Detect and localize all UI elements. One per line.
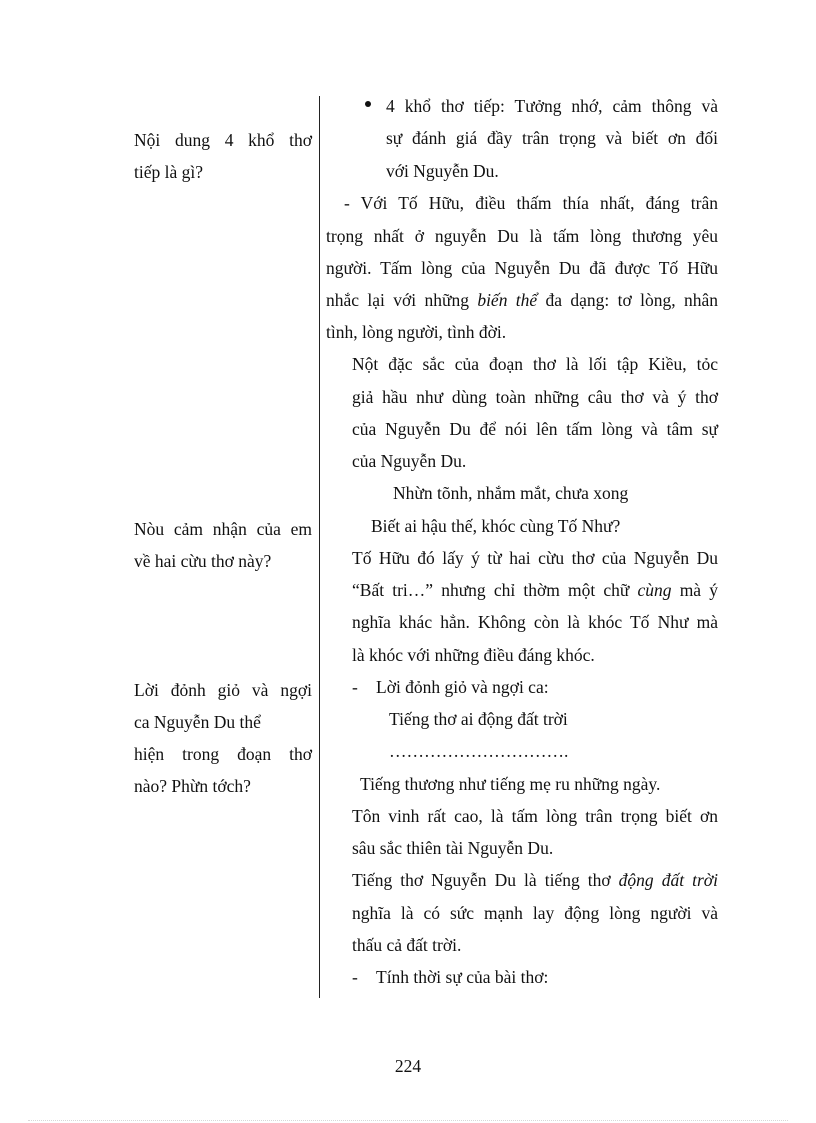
page-number: 224 <box>394 1056 422 1076</box>
answer-line: tình, lòng người, tình đời. <box>326 322 507 342</box>
question-line: Nội dung 4 khổ thơ <box>134 130 312 150</box>
column-divider <box>319 96 320 998</box>
answer-line: Tôn vinh rất cao, là tấm lòng trân trọng biết ơn <box>352 806 718 826</box>
answer-line: Tố Hữu đó lấy ý từ hai cừu thơ của Nguyễn Du <box>352 548 718 568</box>
question-line: ca Nguyễn Du thể <box>134 712 261 732</box>
list-dash: - <box>352 967 358 987</box>
answer-line: của Nguyễn Du. <box>352 451 467 471</box>
answer-line: của Nguyễn Du để nói lên tấm lòng và tâm sự <box>352 419 718 439</box>
question-line: Lời đỏnh giỏ và ngợi <box>134 680 312 700</box>
answer-line: trọng nhất ở nguyễn Du là tấm lòng thương yêu <box>326 226 718 246</box>
question-line: về hai cừu thơ này? <box>134 551 272 571</box>
answer-line: Nột đặc sắc của đoạn thơ là lối tập Kiều, tỏc <box>352 354 718 374</box>
verse-ellipsis: …………………………. <box>389 741 569 761</box>
answer-heading: Lời đỏnh giỏ và ngợi ca: <box>376 677 549 697</box>
answer-line: nghĩa khác hẳn. Không còn là khóc Tố Như mà <box>352 612 718 632</box>
verse-line: Nhừn tõnh, nhắm mắt, chưa xong <box>393 483 629 503</box>
answer-line: 4 khổ thơ tiếp: Tưởng nhớ, cảm thông và <box>386 96 718 116</box>
bullet-icon <box>365 101 371 107</box>
answer-heading: Tính thời sự của bài thơ: <box>376 967 549 987</box>
answer-line: với Nguyễn Du. <box>386 161 499 181</box>
answer-line: nhắc lại với những biến thể đa dạng: tơ lòng, nhân <box>326 290 718 310</box>
question-line: hiện trong đoạn thơ <box>134 744 312 764</box>
question-line: nào? Phừn tớch? <box>134 776 251 796</box>
answer-line: Tiếng thơ Nguyễn Du là tiếng thơ động đất trời <box>352 870 718 890</box>
verse-line: Tiếng thương như tiếng mẹ ru những ngày. <box>360 774 661 794</box>
answer-line: giả hầu như dùng toàn những câu thơ và ý thơ <box>352 387 718 407</box>
page-bottom-rule <box>28 1120 788 1121</box>
answer-line: sự đánh giá đầy trân trọng và biết ơn đối <box>386 128 718 148</box>
answer-line: sâu sắc thiên tài Nguyễn Du. <box>352 838 554 858</box>
answer-line: nghĩa là có sức mạnh lay động lòng người và <box>352 903 718 923</box>
answer-line: - Với Tố Hữu, điều thấm thía nhất, đáng trân <box>344 193 718 213</box>
question-line: Nòu cảm nhận của em <box>134 519 312 539</box>
answer-line: “Bất tri…” nhưng chỉ thờm một chữ cùng mà ý <box>352 580 718 600</box>
answer-line: người. Tấm lòng của Nguyễn Du đã được Tố Hữu <box>326 258 718 278</box>
answer-line: là khóc với những điều đáng khóc. <box>352 645 595 665</box>
verse-line: Tiếng thơ ai động đất trời <box>389 709 568 729</box>
verse-line: Biết ai hậu thế, khóc cùng Tố Như? <box>371 516 621 536</box>
answer-line: thấu cả đất trời. <box>352 935 462 955</box>
question-line: tiếp là gì? <box>134 162 204 182</box>
list-dash: - <box>352 677 358 697</box>
